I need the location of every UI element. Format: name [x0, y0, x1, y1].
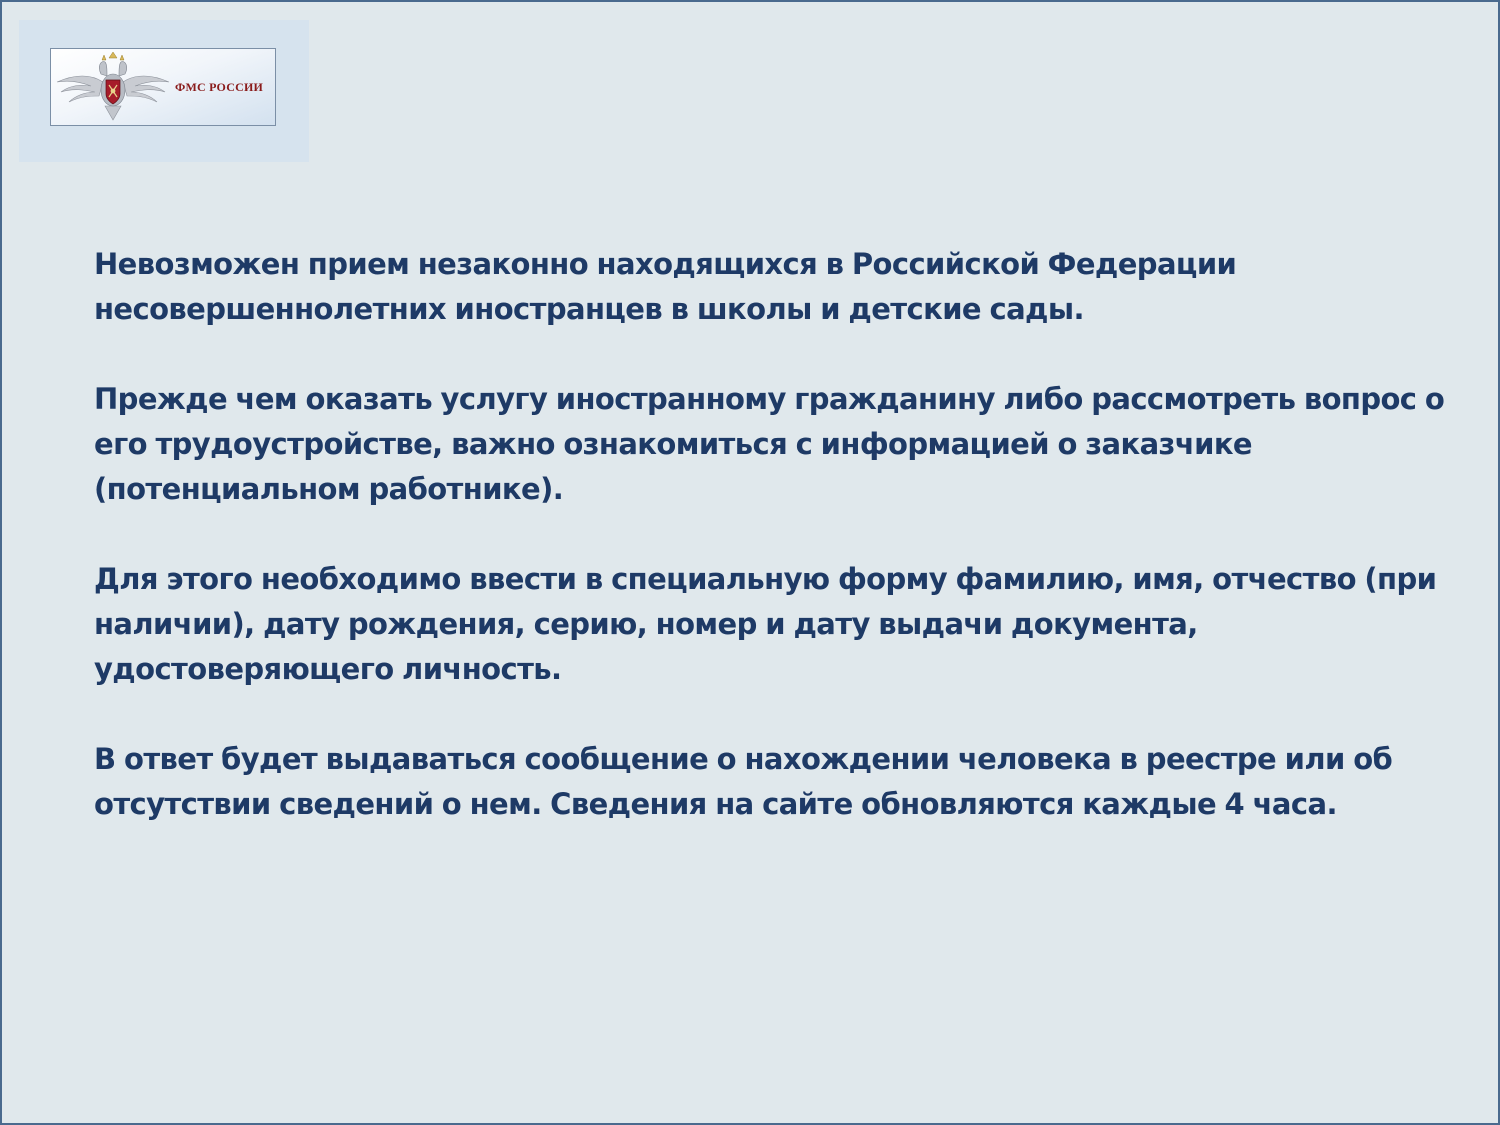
double-headed-eagle-emblem-icon	[55, 52, 171, 124]
paragraph-response-info: В ответ будет выдаваться сообщение о нахождении человека в реестре или об отсутствии сведений о нем. Сведения на сайте обновляются каждые 4 часа.	[94, 742, 1393, 821]
slide-content	[94, 242, 1474, 827]
logo-text: ФМС РОССИИ	[175, 80, 264, 94]
paragraph-check-before-service: Прежде чем оказать услугу иностранному гражданину либо рассмотреть вопрос о его трудоустройстве, важно ознакомиться с информацией о заказчике (потенциальном работнике).	[94, 382, 1445, 506]
paragraph-form-fields: Для этого необходимо ввести в специальную форму фамилию, имя, отчество (при наличии), дату рождения, серию, номер и дату выдачи документа, удостоверяющего личность.	[94, 562, 1437, 686]
paragraph-illegal-minors: Невозможен прием незаконно находящихся в Российской Федерации несовершеннолетних иностранцев в школы и детские сады.	[94, 247, 1237, 326]
fms-logo	[50, 48, 276, 126]
logo-panel	[19, 20, 309, 162]
